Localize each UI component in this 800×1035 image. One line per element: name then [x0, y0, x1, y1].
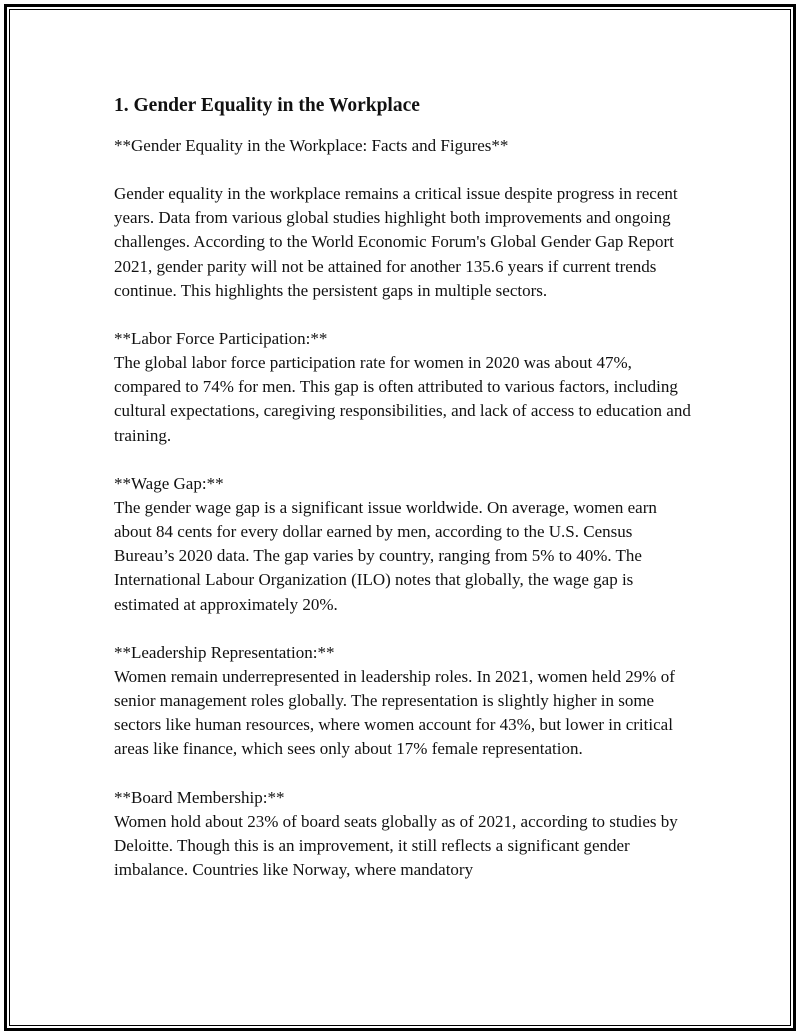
intro-paragraph: Gender equality in the workplace remains a critical issue despite progress in recent years. Data from various global studies highlight both improvements and ongoing challenges. According to the World Economic Forum's Global Gender Gap Report 2021, gender parity will not be attained for another 135.6 years if current trends continue. This highlights the persistent gaps in multiple sectors.: [114, 184, 678, 300]
paragraph-board-membership: Women hold about 23% of board seats globally as of 2021, according to studies by Deloitte. Though this is an improvement, it still reflects a significant gender imbalance. Countries like Norway, where mandatory: [114, 811, 678, 880]
paragraph-labor-force: The global labor force participation rate for women in 2020 was about 47%, compared to 74% for men. This gap is often attributed to various factors, including cultural expectations, caregiving responsibilities, and lack of access to education and training.: [114, 353, 691, 445]
section-label-labor-force: **Labor Force Participation:**: [114, 329, 328, 349]
document-subtitle: **Gender Equality in the Workplace: Facts and Figures**: [114, 136, 509, 155]
document-body: [114, 92, 694, 882]
section-label-board-membership: **Board Membership:**: [114, 787, 285, 807]
section-label-wage-gap: **Wage Gap:**: [114, 473, 224, 493]
section-label-leadership: **Leadership Representation:**: [114, 642, 335, 662]
paragraph-wage-gap: The gender wage gap is a significant issue worldwide. On average, women earn about 84 cents for every dollar earned by men, according to the U.S. Census Bureau’s 2020 data. The gap varies by country, ranging from 5% to 40%. The International Labour Organization (ILO) notes that globally, the wage gap is estimated at approximately 20%.: [114, 497, 657, 614]
section-heading: 1. Gender Equality in the Workplace: [114, 95, 420, 116]
paragraph-leadership: Women remain underrepresented in leadership roles. In 2021, women held 29% of senior management roles globally. The representation is slightly higher in some sectors like human resources, where women account for 43%, but lower in critical areas like finance, which sees only about 17% female representation.: [114, 666, 675, 759]
